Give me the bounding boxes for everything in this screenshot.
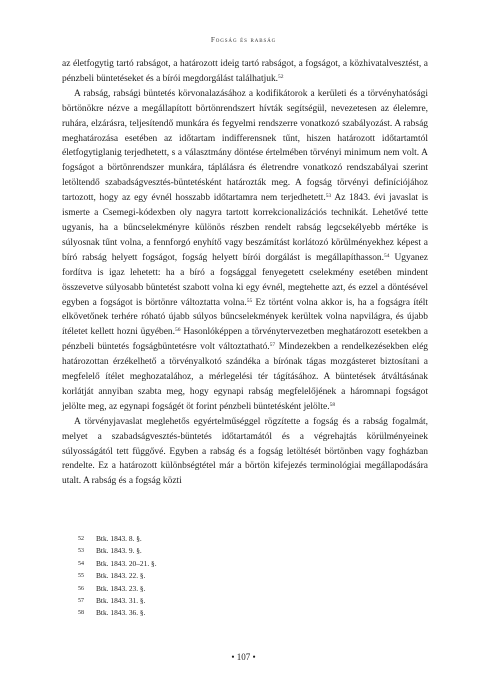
- footnote-text: Btk. 1843. 36. §.: [96, 608, 146, 618]
- paragraph-3: [62, 415, 428, 490]
- text-run: A törvényjavaslat meglehetős egyértelműséggel rögzítette a fogság és a rabság fogalmát, melyet a szabadságvesztés-büntetés időtartamától és a végrehajtás körülményeinek súlyosságától tett függővé. Egyben a rabság és a fogság letöltését börtönben vagy fogházban rendelte. Ez a határozott különbségtétel már a börtön kifejezés terminológiai megállapodására utalt. A rabság és a fogság közti: [62, 416, 428, 487]
- footnote-number: 52: [78, 536, 84, 542]
- text-run: Ugyanez fordítva is igaz lehetett: ha a bíró a fogsággal fenyegetett cselekmény esetében mindent összevetve súlyosabb büntetést szabott volna ki egy évnél, megtehette azt, és ezzel a döntésével egyben a fogságot is börtönre változtatta volna.: [62, 252, 428, 308]
- footnote: [78, 583, 378, 595]
- footnote-ref[interactable]: 54: [384, 252, 390, 259]
- footnote-ref[interactable]: 53: [325, 193, 332, 200]
- footnote: [78, 595, 378, 607]
- footnote-ref[interactable]: 57: [269, 342, 276, 349]
- footnote-number: 53: [78, 548, 84, 555]
- footnote-number: 58: [78, 610, 84, 617]
- text-run: Mindezekben a rendelkezésekben elég határozottan érzékelhető a törvényalkotó szándéka a bírónak tágas mozgásteret biztosítani a megfelelő ítélet meghozatalához, a mérlegelési tér tágításához. A büntetések átváltásának korlátját annyiban szabta meg, hogy egynapi rabság megfelelőjének a háromnapi fogságot jelölte meg, az egynapi fogságét öt forint pénzbeli büntetésként jelölte.: [62, 342, 428, 412]
- footnote-ref[interactable]: 55: [246, 297, 253, 304]
- footnote-number: 57: [78, 598, 84, 605]
- text-run: Hasonlóképpen a törvénytervezetben meghatározott esetekben a pénzbeli büntetés fogságbüntetésre volt változtatható.: [62, 327, 428, 353]
- paragraph-2: [62, 87, 428, 415]
- footnote-ref[interactable]: 58: [329, 401, 336, 408]
- footnote-text: Btk. 1843. 20–21. §.: [96, 558, 157, 568]
- footnote-text: Btk. 1843. 23. §.: [96, 583, 146, 593]
- footnote: [78, 607, 378, 619]
- footnote: [78, 545, 378, 557]
- footnote: [78, 533, 378, 545]
- footnote-number: 56: [78, 585, 84, 592]
- footnote-text: Btk. 1843. 22. §.: [96, 571, 146, 581]
- footnote-text: Btk. 1843. 9. §.: [96, 546, 142, 556]
- text-run: A rabság, rabsági büntetés körvonalazásához a kodifikátorok a kerületi és a törvényhatósági börtönökre nézve a megállapított börtönrendszert hívták segítségül, nevezetesen az élelemre, ruhára, elzárásra, teljesítendő munkára és fegyelmi rendszerre vonatkozó szabályozást. A rabság meghatározása esetében az időtartam indifferensnek tűnt, hiszen határozott időtartamtól életfogytiglanig terjedhetett, s a választmány döntése értelmében törvényi minimum nem volt. A fogságot a börtönrendszer munkára, táplálásra és életrendre vonatkozó rendszabályai szerint letöltendő szabadságvesztés-büntetésként határozták meg. A fogság törvényi definíciójához tartozott, hogy az egy évnél hosszabb időtartamra nem terjedhetett.: [62, 88, 428, 204]
- text-run: Ez történt volna akkor is, ha a fogságra ítélt elkövetőnek terhére róható újabb súlyos bűncselekmények kerültek volna napvilágra, és újabb ítéletet kellett hozni ügyében.: [62, 297, 428, 338]
- footnote-text: Btk. 1843. 31. §.: [96, 596, 146, 606]
- footnote-text: Btk. 1843. 8. §.: [96, 534, 142, 543]
- running-head: Fogság és rabság: [210, 36, 277, 44]
- footnote-number: 54: [78, 560, 84, 567]
- text-run: az életfogytig tartó rabságot, a határozott ideig tartó rabságot, a fogságot, a közhivatalvesztést, a pénzbeli büntetéseket és a bírói megdorgálást találhatjuk.: [62, 59, 428, 84]
- paragraph-1: [62, 57, 428, 87]
- body-text: [62, 57, 428, 489]
- text-run: Az 1843. évi javaslat is ismerte a Csemegi-kódexben oly nagyra tartott korrekcionalizációs technikát. Lehetővé tette ugyanis, ha a bűncselekményre különös részben rendelt rabság legcsekélyebb mértéke is súlyosnak tűnt volna, a fennforgó enyhítő vagy beszámítást korlátozó körülményekhez képest a bíró rabság helyett fogságot, fogság helyett bírói dorgálást is megállapíthasson.: [62, 193, 428, 263]
- footnotes: [78, 533, 378, 620]
- footnote-ref[interactable]: 52: [278, 73, 284, 80]
- footnote-number: 55: [78, 573, 84, 580]
- footnote-ref[interactable]: 56: [175, 327, 181, 334]
- footnote: [78, 570, 378, 582]
- page-number: • 107 •: [231, 652, 256, 662]
- footnote: [78, 558, 378, 570]
